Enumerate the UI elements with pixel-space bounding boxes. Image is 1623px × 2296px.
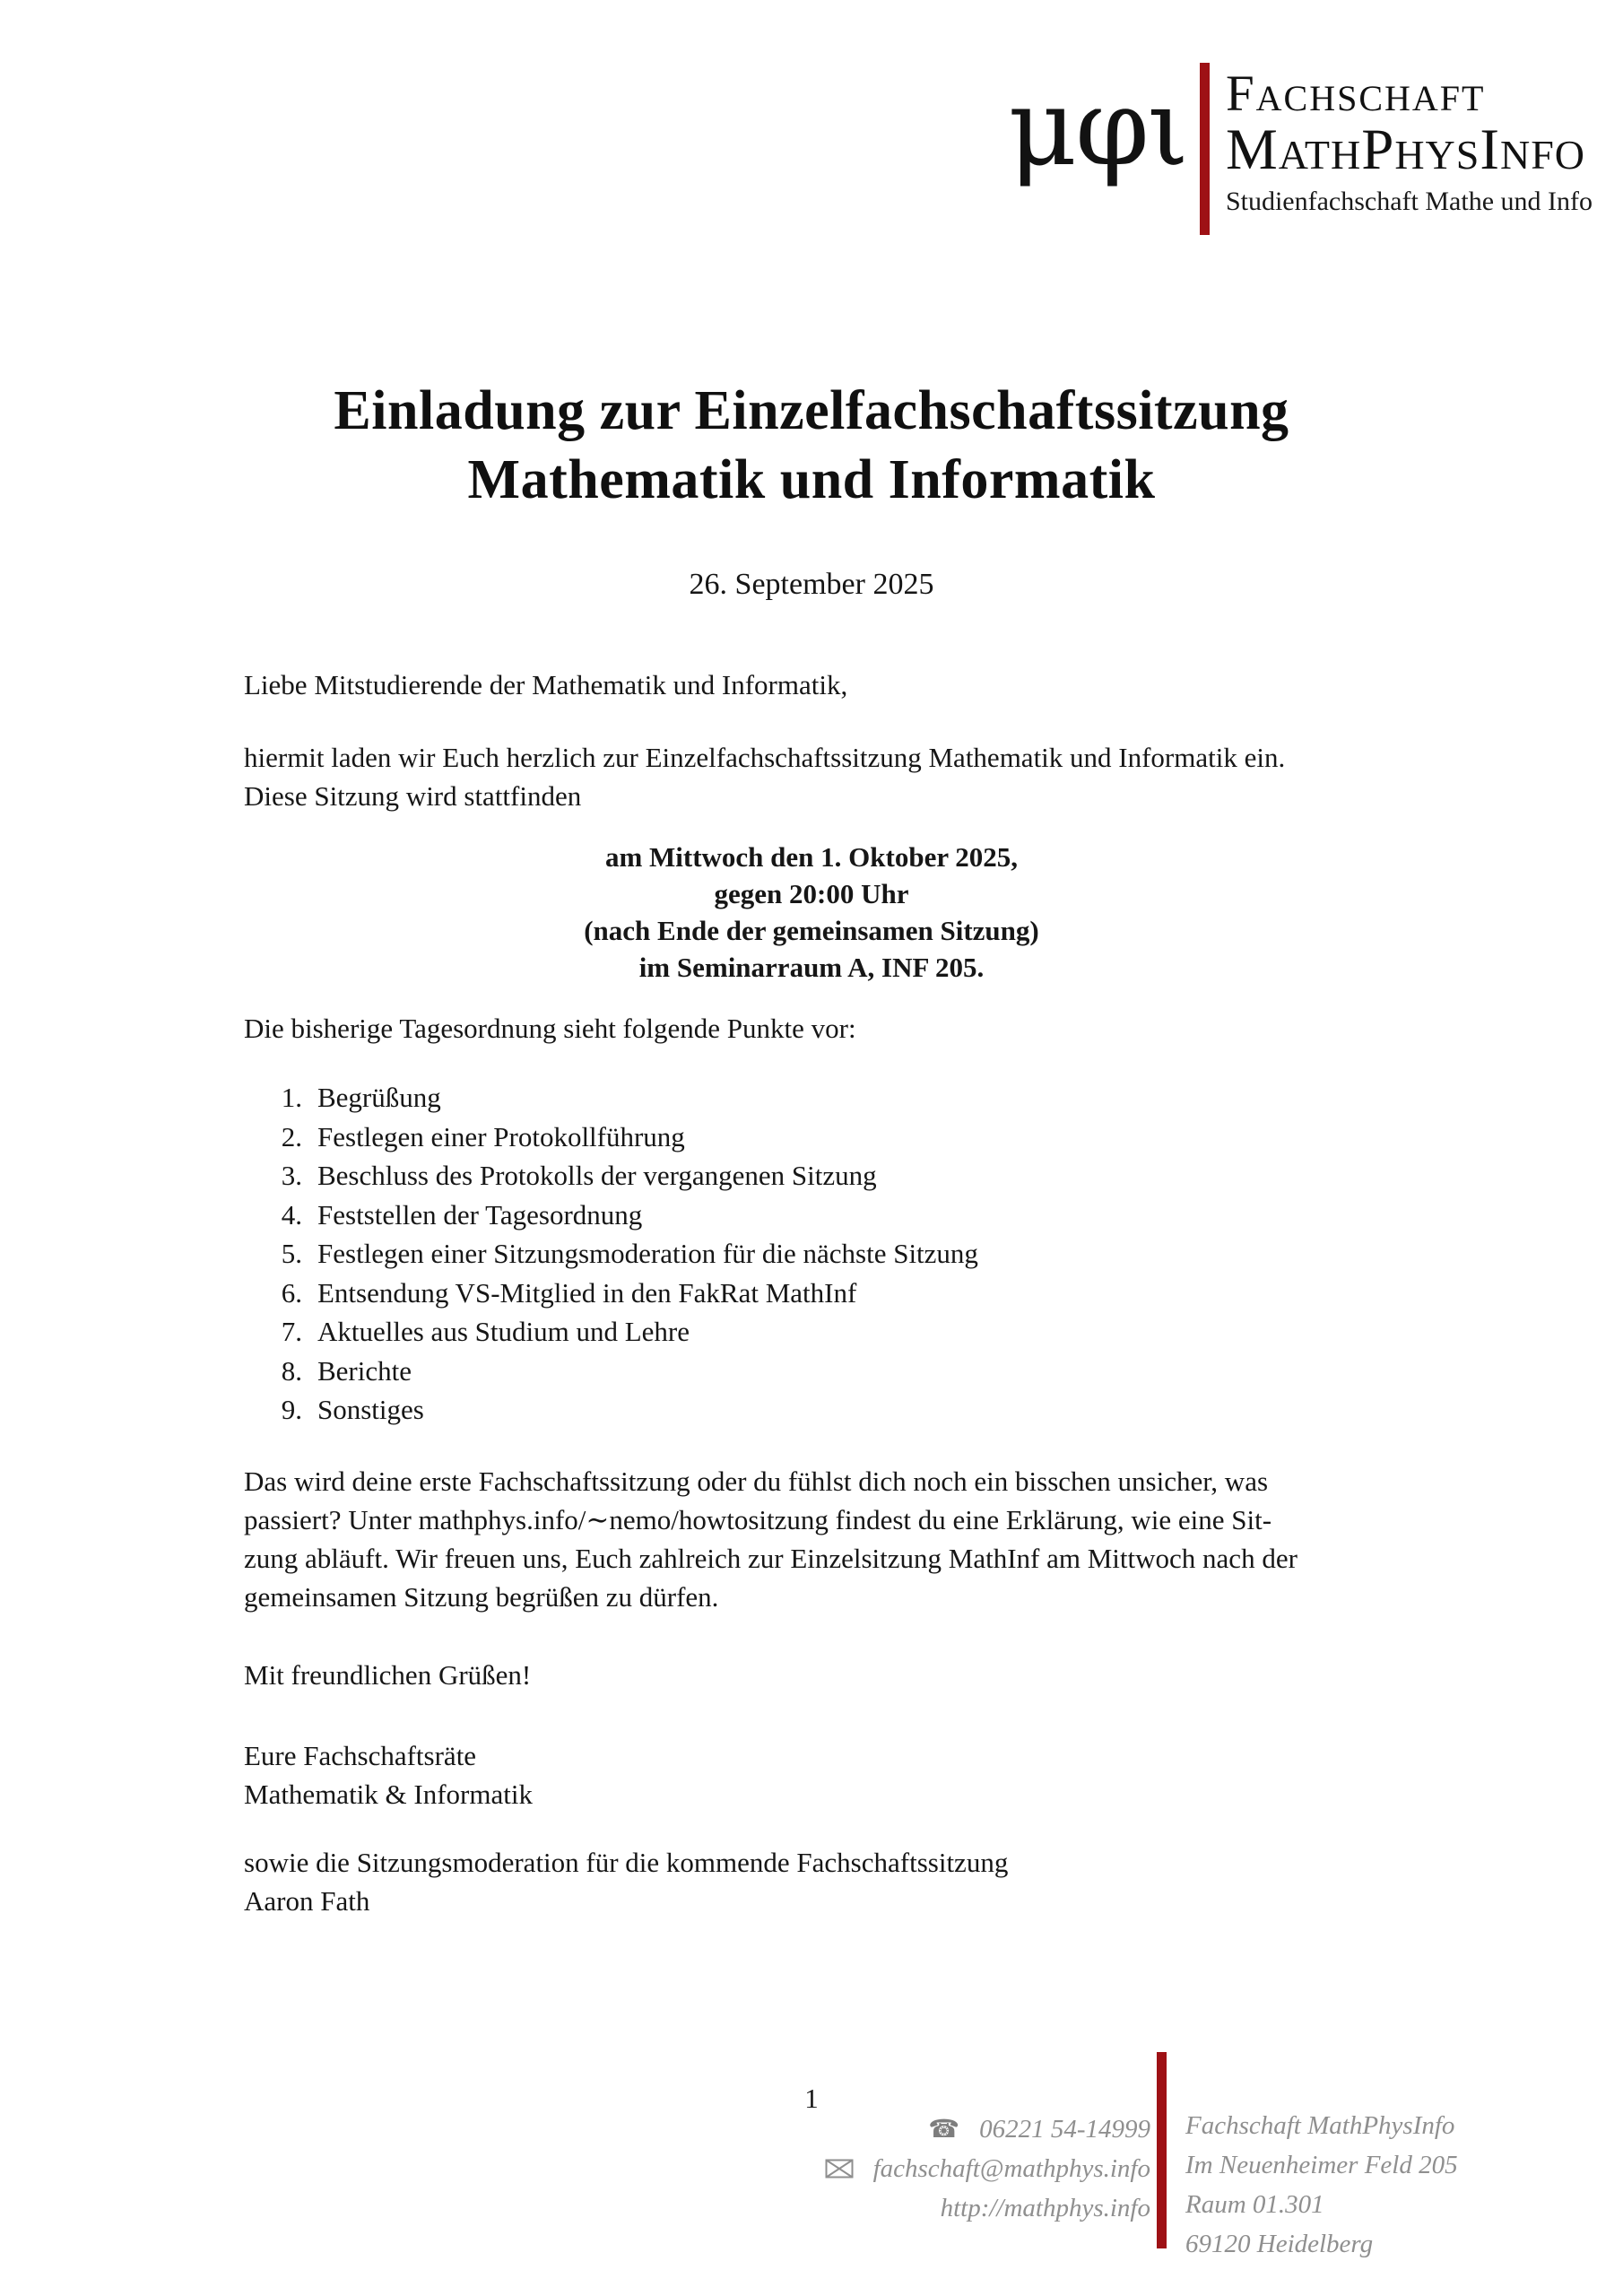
outro-paragraph xyxy=(244,1462,1379,1616)
agenda-intro: Die bisherige Tagesordnung sieht folgende Punkte vor: xyxy=(244,1013,856,1044)
agenda-item xyxy=(244,1234,1379,1274)
logo-divider-bar xyxy=(1200,63,1210,235)
meeting-details xyxy=(244,839,1379,986)
agenda-item-label: Festlegen einer Protokollführung xyxy=(317,1120,685,1152)
footer-address-line: Raum 01.301 xyxy=(1185,2190,1324,2219)
intro-line: hiermit laden wir Euch herzlich zur Einzelfachschaftssitzung Mathematik und Informatik ein. xyxy=(244,742,1286,773)
agenda-item-label: Feststellen der Tagesordnung xyxy=(317,1198,643,1231)
agenda-item-label: Berichte xyxy=(317,1354,412,1387)
org-name-line2: MathPhysInfo xyxy=(1225,117,1586,182)
outro-line: zung abläuft. Wir freuen uns, Euch zahlreich zur Einzelsitzung MathInf am Mittwoch nach der xyxy=(244,1542,1298,1574)
org-name-line1: Fachschaft xyxy=(1225,65,1486,122)
footer-website: http://mathphys.info xyxy=(940,2194,1150,2222)
mu-phi-iota-logo-icon: μφι xyxy=(1008,65,1187,189)
signature-line: Mathematik & Informatik xyxy=(244,1778,533,1810)
meeting-detail-line: am Mittwoch den 1. Oktober 2025, xyxy=(604,841,1019,873)
agenda-item-label: Aktuelles aus Studium und Lehre xyxy=(317,1316,690,1347)
document-title xyxy=(244,377,1379,515)
agenda-item xyxy=(244,1390,1379,1430)
signature-line: Eure Fachschaftsräte xyxy=(244,1739,477,1771)
intro-line: Diese Sitzung wird stattfinden xyxy=(244,780,582,812)
agenda-item-number: 3. xyxy=(281,1160,302,1191)
footer-website-row xyxy=(825,2188,1150,2228)
outro-line: gemeinsamen Sitzung begrüßen zu dürfen. xyxy=(244,1580,719,1613)
footer-phone-row xyxy=(825,2109,1150,2149)
document-title-line1: Einladung zur Einzelfachschaftssitzung xyxy=(334,380,1289,441)
agenda-item xyxy=(244,1118,1379,1157)
agenda-item-number: 2. xyxy=(281,1120,302,1152)
moderation-line: sowie die Sitzungsmoderation für die kommende Fachschaftssitzung xyxy=(244,1846,1009,1878)
envelope-icon xyxy=(825,2159,854,2179)
footer-address-line: 69120 Heidelberg xyxy=(1185,2230,1374,2258)
outro-line: passiert? Unter mathphys.info/∼nemo/howtositzung findest du eine Erklärung, wie eine Sit- xyxy=(244,1503,1272,1535)
intro-paragraph xyxy=(244,738,1379,815)
agenda-item xyxy=(244,1312,1379,1352)
footer-divider-bar xyxy=(1157,2052,1167,2248)
logo-wordmark xyxy=(1226,52,1593,220)
agenda-item-label: Festlegen einer Sitzungsmoderation für die nächste Sitzung xyxy=(317,1238,978,1269)
agenda-item-label: Entsendung VS-Mitglied in den FakRat MathInf xyxy=(317,1276,857,1309)
footer-phone: 06221 54-14999 xyxy=(979,2115,1150,2144)
agenda-item-number: 7. xyxy=(281,1316,302,1347)
agenda-item xyxy=(244,1156,1379,1196)
agenda-item-number: 1. xyxy=(281,1082,302,1113)
meeting-detail-line: gegen 20:00 Uhr xyxy=(714,878,909,909)
letterhead-logo xyxy=(1008,52,1593,235)
phone-icon: ☎ xyxy=(928,2114,960,2144)
agenda-item-label: Begrüßung xyxy=(317,1082,441,1113)
footer-address-line: Im Neuenheimer Feld 205 xyxy=(1185,2151,1458,2179)
salutation: Liebe Mitstudierende der Mathematik und Informatik, xyxy=(244,669,848,700)
meeting-detail-line: (nach Ende der gemeinsamen Sitzung) xyxy=(584,915,1039,946)
letter-body xyxy=(244,665,1379,1920)
agenda-item-number: 4. xyxy=(281,1198,302,1231)
outro-line: Das wird deine erste Fachschaftssitzung oder du fühlst dich noch ein bisschen unsicher, was xyxy=(244,1465,1269,1497)
footer-email-row xyxy=(825,2149,1150,2188)
agenda-item xyxy=(244,1352,1379,1391)
page-number: 1 xyxy=(804,2083,819,2114)
footer-email: fachschaft@mathphys.info xyxy=(872,2154,1150,2183)
meeting-detail-line: im Seminarraum A, INF 205. xyxy=(638,952,985,983)
footer-address-line: Fachschaft MathPhysInfo xyxy=(1185,2111,1455,2140)
farewell: Mit freundlichen Grüßen! xyxy=(244,1658,532,1691)
moderation-block xyxy=(244,1843,1379,1920)
agenda-item-number: 5. xyxy=(281,1238,302,1269)
document-date: 26. September 2025 xyxy=(689,568,934,601)
agenda-item-label: Sonstiges xyxy=(317,1394,424,1425)
footer-address-block xyxy=(1185,2106,1458,2264)
document-title-line2: Mathematik und Informatik xyxy=(467,449,1156,510)
agenda-item-label: Beschluss des Protokolls der vergangenen Sitzung xyxy=(317,1160,877,1191)
moderation-line: Aaron Fath xyxy=(244,1884,370,1917)
signature-block xyxy=(244,1736,1379,1813)
footer-contact-block xyxy=(825,2109,1150,2228)
agenda-item xyxy=(244,1078,1379,1118)
agenda-list xyxy=(244,1078,1379,1430)
org-subtitle: Studienfachschaft Mathe und Info xyxy=(1225,187,1593,216)
agenda-item-number: 9. xyxy=(281,1394,302,1425)
agenda-item xyxy=(244,1196,1379,1235)
agenda-item xyxy=(244,1274,1379,1313)
agenda-item-number: 6. xyxy=(281,1276,302,1309)
agenda-item-number: 8. xyxy=(281,1354,302,1387)
